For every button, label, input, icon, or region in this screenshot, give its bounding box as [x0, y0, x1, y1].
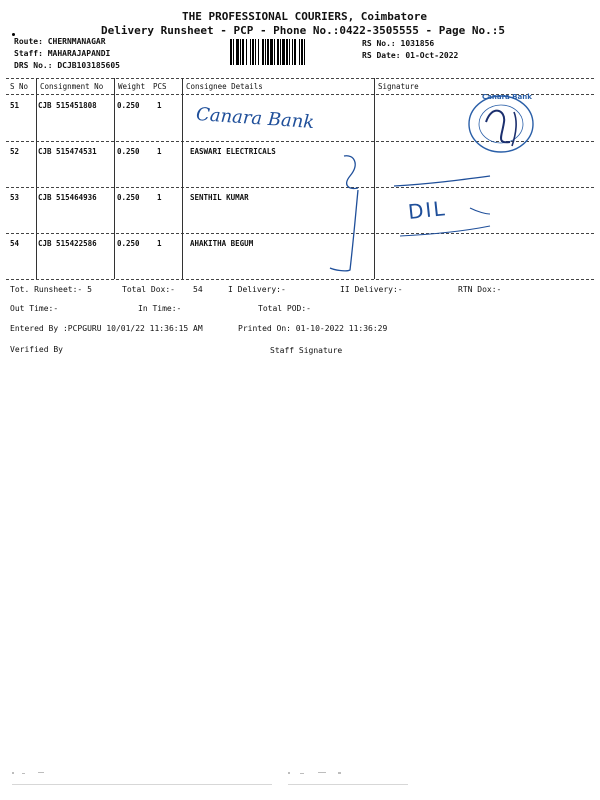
rs-date: RS Date: 01-Oct-2022 — [362, 51, 459, 60]
row-weight: 0.250 — [117, 101, 140, 110]
total-dox-label: Total Dox:- — [122, 285, 175, 294]
row-weight: 0.250 — [117, 193, 140, 202]
row-consignment: CJB 515422586 — [38, 239, 97, 248]
scan-noise — [8, 768, 588, 790]
col-header-weight: Weight — [118, 82, 146, 91]
ii-delivery: II Delivery:- — [340, 285, 403, 294]
runsheet-title: Delivery Runsheet - PCP - Phone No.:0422-3505555 - Page No.:5 — [101, 24, 505, 37]
row-consignment: CJB 515474531 — [38, 147, 97, 156]
total-dox-value: 54 — [193, 285, 203, 294]
row-consignment: CJB 515451808 — [38, 101, 97, 110]
verified-by: Verified By — [10, 345, 63, 354]
i-delivery: I Delivery:- — [228, 285, 286, 294]
col-header-consignment: Consignment No — [40, 82, 104, 91]
col-header-signature: Signature — [378, 82, 419, 91]
col-header-sno: S No — [10, 82, 29, 91]
speck-mark — [12, 33, 15, 36]
row-consignee: AHAKITHA BEGUM — [190, 239, 254, 248]
row-weight: 0.250 — [117, 147, 140, 156]
stamp-text: Canara Bank — [482, 93, 532, 101]
col-header-pcs: PCS — [153, 82, 167, 91]
tot-runsheet: Tot. Runsheet:- 5 — [10, 285, 92, 294]
handwritten-receiver-name: Canara Bank — [195, 103, 315, 134]
route-label: Route: CHERNMANAGAR — [14, 37, 106, 46]
row-consignment: CJB 515464936 — [38, 193, 97, 202]
row-weight: 0.250 — [117, 239, 140, 248]
column-divider — [182, 78, 183, 279]
rtn-dox: RTN Dox:- — [458, 285, 502, 294]
row-pcs: 1 — [157, 239, 162, 248]
row-pcs: 1 — [157, 101, 162, 110]
scan-artifact-icon — [8, 768, 588, 790]
out-time: Out Time:- — [10, 304, 59, 313]
in-time: In Time:- — [138, 304, 182, 313]
total-pod: Total POD:- — [258, 304, 311, 313]
row-pcs: 1 — [157, 193, 162, 202]
row-sno: 51 — [10, 101, 20, 110]
company-title: THE PROFESSIONAL COURIERS, Coimbatore — [182, 10, 428, 23]
staff-signature: Staff Signature — [270, 346, 343, 355]
rs-number: RS No.: 1031856 — [362, 39, 435, 48]
row-consignee: EASWARI ELECTRICALS — [190, 147, 276, 156]
row-pcs: 1 — [157, 147, 162, 156]
row-sno: 53 — [10, 193, 20, 202]
drs-number: DRS No.: DCJB103185605 — [14, 61, 120, 70]
col-header-consignee: Consignee Details — [186, 82, 263, 91]
signature-scribble — [320, 140, 600, 280]
row-sno: 52 — [10, 147, 20, 156]
bank-stamp — [466, 92, 536, 154]
table-top-rule — [6, 78, 594, 79]
entered-by: Entered By :PCPGURU 10/01/22 11:36:15 AM — [10, 324, 203, 333]
stamp-seal-icon — [466, 92, 536, 154]
column-divider — [114, 78, 115, 279]
row-consignee: SENTHIL KUMAR — [190, 193, 249, 202]
handwritten-initials: DIL — [406, 196, 448, 224]
row-sno: 54 — [10, 239, 20, 248]
staff-label: Staff: MAHARAJAPANDI — [14, 49, 111, 58]
column-divider — [36, 78, 37, 279]
printed-on: Printed On: 01-10-2022 11:36:29 — [238, 324, 388, 333]
barcode-bar — [305, 39, 307, 65]
barcode — [230, 39, 354, 65]
